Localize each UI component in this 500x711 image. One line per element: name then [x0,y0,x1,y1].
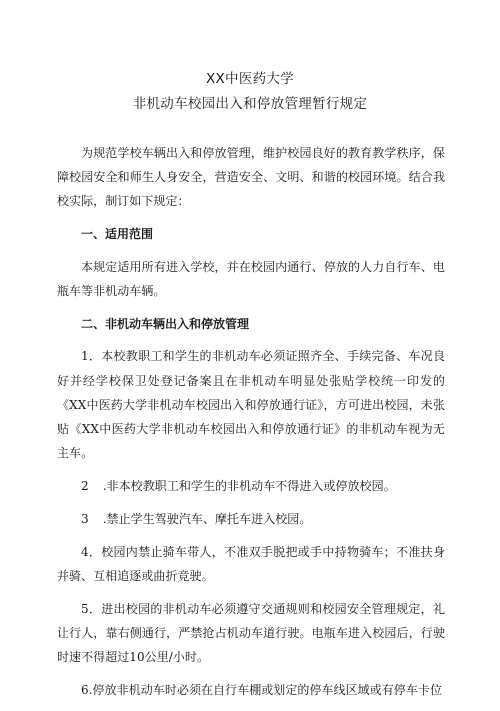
section-heading-scope: 一、适用范围 [81,227,154,242]
rule-item-4: 4．校园内禁止骑车带人，不准双手脱把或手中持物骑车；不准扶身并骑、互相追逐或曲折竞驶。 [57,544,445,583]
regulation-title: 非机动车校园出入和停放管理暂行规定 [132,96,368,112]
rule-number-3: 3 [81,511,89,526]
rule-item-6: 6.停放非机动车时必须在自行车棚或划定的停车线区域或有停车卡位 [81,682,443,697]
rule-text-3: .禁止学生驾驶汽车、摩托车进入校园。 [102,511,312,526]
rule-number-2: 2 [81,479,89,493]
section-heading-management: 二、非机动车辆出入和停放管理 [81,316,250,331]
rule-item-5: 5．进出校园的非机动车必须遵守交通规则和校园安全管理规定，礼让行人，靠右侧通行，严禁抢占机动车道行驶。电瓶车进入校园后，行驶时速不得超过10公里/小时。 [57,601,445,664]
document-body [57,141,445,711]
rule-item-3 [57,507,445,531]
university-title: XX中医药大学 [205,71,295,87]
rule-item-2 [57,474,445,498]
scope-paragraph: 本规定适用所有进入学校，并在校园内通行、停放的人力自行车、电瓶车等非机动车辆。 [57,259,445,298]
intro-paragraph: 为规范学校车辆出入和停放管理，维护校园良好的教育教学秩序，保障校园安全和师生人身安全，营造安全、文明、和谐的校园环境。结合我校实际，制订如下规定： [57,146,445,209]
rule-item-1: 1．本校教职工和学生的非机动车必须证照齐全、手续完备、车况良好并经学校保卫处登记备案且在非机动车明显处张贴学校统一印发的《XX中医药大学非机动车校园出入和停放通行证》，方可进出校园，未张贴《XX中医药大学非机动车校园出入和停放通行证》的非机动车视为无主车。 [57,349,445,461]
rule-text-2: .非本校教职工和学生的非机动车不得进入或停放校园。 [102,479,396,493]
